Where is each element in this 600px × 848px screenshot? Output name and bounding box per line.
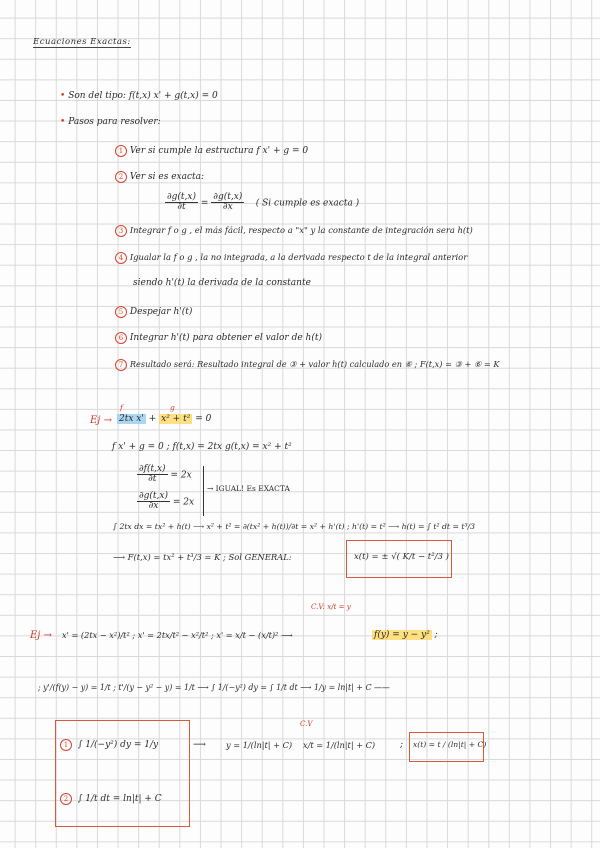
ex2-y-expr: y = 1/(ln|t| + C)	[226, 740, 293, 750]
step-5: 5 Despejar h'(t)	[115, 306, 192, 318]
ex2-fy: f(y) = y − y²	[374, 630, 430, 640]
ex1-brace	[203, 466, 204, 516]
ex2-x-over-t: x/t = 1/(ln|t| + C)	[303, 740, 376, 750]
bullet-1: • Son del tipo: f(t,x) x' + g(t,x) = 0	[60, 91, 218, 101]
ex1-line-2: f x' + g = 0 ; f(t,x) = 2tx g(t,x) = x² + t²	[112, 442, 292, 452]
ex1-solution-text: x(t) = ± √( K/t − t²/3 )	[354, 552, 449, 562]
ex1-d2-res: = 2x	[172, 497, 195, 508]
example-1-equation	[117, 415, 211, 424]
ex1-g-term: x² + t²	[161, 414, 191, 424]
ex1-integral-line: ∫ 2tx dx = tx² + h(t) ⟶ x² + t² = ∂(tx² + h(t))/∂t = x² + h'(t) ; h'(t) = t² ⟶ h(t) = ∫ t² dt = t³/3	[113, 522, 476, 531]
step-2-text: Ver si es exacta:	[129, 172, 205, 182]
circ-1: 1	[60, 739, 72, 751]
step-7-text: Resultado será: Resultado integral de ③ + valor h(t) calculado en ⑥ ; F(t,x) = ③ + ⑥ = K	[129, 359, 500, 369]
ex1-d1-den: ∂t	[148, 474, 157, 485]
step-6-text: Integrar h'(t) para obtener el valor de h(t)	[129, 333, 322, 343]
eq-den-1: ∂t	[177, 202, 186, 213]
ex1-igual: → IGUAL! Es EXACTA	[207, 484, 290, 493]
ex1-deriv-2	[137, 492, 194, 512]
ex1-eq-zero: = 0	[195, 414, 212, 424]
ex2-integral-1-text: ∫ 1/(−y²) dy = 1/y	[77, 740, 159, 750]
step-1: 1 Ver si cumple la estructura f x' + g = 0	[115, 145, 308, 157]
ex2-integrals-box	[55, 720, 190, 827]
step-4b-text: siendo h'(t) la derivada de la constante	[133, 278, 311, 288]
ex2-line-1: x' = (2tx − x²)/t² ; x' = 2tx/t² − x²/t² ; x' = x/t − (x/t)² ⟶	[62, 630, 293, 640]
ex1-plus: +	[148, 414, 157, 424]
step-1-text: Ver si cumple la estructura f x' + g = 0	[129, 146, 309, 156]
circ-2: 2	[60, 793, 72, 805]
ex2-line-1-highlight	[372, 631, 438, 640]
ex1-head-g: g	[170, 403, 175, 412]
bullet-1-text: Son del tipo: f(t,x) x' + g(t,x) = 0	[68, 91, 218, 101]
ex2-change-variable: C.V: x/t = y	[311, 603, 351, 611]
ex2-integral-2-text: ∫ 1/t dt = ln|t| + C	[77, 794, 162, 804]
ex1-d1-res: = 2x	[170, 470, 192, 481]
ex2-cv-2: C.V	[300, 720, 313, 728]
step-3: 3 Integrar f o g , el más fácil, respecto a "x" y la constante de integración sera h(t)	[115, 225, 473, 237]
ex2-line-2: ; y'/(f(y) − y) = 1/t ; t'/(y − y² − y) = 1/t ⟶ ∫ 1/(−y²) dy = ∫ 1/t dt ⟶ 1/y = ln|t| + C ——	[38, 683, 390, 692]
ex1-deriv-1	[137, 465, 192, 485]
eq-equals: =	[200, 198, 209, 209]
step-3-text: Integrar f o g , el más fácil, respecto a "x" y la constante de integración sera h(t)	[129, 225, 473, 235]
ex2-arrow: ⟶	[193, 740, 206, 750]
ex1-d1-num: ∂f(t,x)	[139, 464, 166, 474]
ex2-result-text: x(t) = t / (ln|t| + C)	[413, 740, 487, 749]
ex2-line-1-end: ;	[434, 630, 438, 640]
step-4-text: Igualar la f o g , la no integrada, a la derivada respecto t de la integral anterior	[129, 252, 468, 262]
ex1-d2-num: ∂g(t,x)	[139, 491, 168, 501]
step-2: 2 Ver si es exacta:	[115, 171, 204, 183]
eq-den-2: ∂x	[222, 202, 233, 213]
ex1-head-f: f	[120, 403, 123, 412]
step-4: 4 Igualar la f o g , la no integrada, a la derivada respecto t de la integral anterior	[115, 252, 467, 264]
ex1-d2-den: ∂x	[148, 501, 159, 512]
ex2-semicolon: ;	[400, 740, 404, 750]
example-1-label: Ej →	[90, 415, 112, 426]
ex2-integral-2	[60, 793, 162, 805]
bullet-2: • Pasos para resolver:	[60, 117, 161, 127]
ex2-integral-1	[60, 739, 158, 751]
eq-num-2: ∂g(t,x)	[213, 192, 243, 202]
step-6: 6 Integrar h'(t) para obtener el valor de h(t)	[115, 332, 322, 344]
step-2-note: ( Si cumple es exacta )	[255, 198, 360, 209]
step-5-text: Despejar h'(t)	[129, 307, 193, 317]
page-title: Ecuaciones Exactas:	[33, 37, 131, 47]
ex1-solution-line: ⟶ F(t,x) = tx² + t³/3 = K ; Sol GENERAL:	[113, 552, 292, 562]
step-2-equation	[165, 193, 359, 213]
eq-num-1: ∂g(t,x)	[167, 192, 196, 202]
bullet-2-text: Pasos para resolver:	[68, 117, 161, 127]
step-7: 7 Resultado será: Resultado integral de ③ + valor h(t) calculado en ⑥ ; F(t,x) = ③ + ⑥ = K	[115, 359, 500, 371]
ex1-f-term: 2tx x'	[119, 414, 144, 424]
example-2-label: Ej →	[30, 630, 52, 641]
